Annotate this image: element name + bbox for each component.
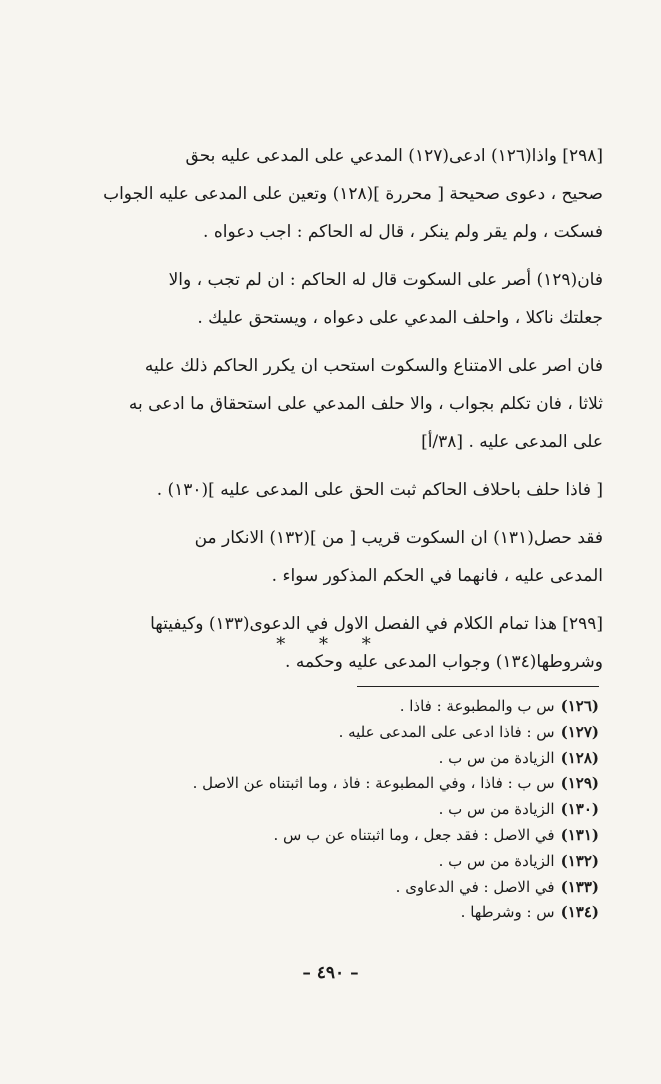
main-text — [48, 137, 603, 691]
footnote — [54, 849, 599, 875]
footnote-text: س : فاذا ادعى على المدعى عليه . — [338, 722, 555, 741]
footnote-number: (١٢٧) — [560, 722, 599, 741]
text-line: فان اصر على الامتناع والسكوت استحب ان يكرر الحاكم ذلك عليه — [144, 356, 603, 376]
footnote — [54, 823, 599, 849]
footnote — [54, 746, 599, 772]
text-line: فقد حصل(١٣١) ان السكوت قريب [ من ](١٣٢) الانكار من — [194, 528, 603, 548]
page-number: – ٤٩٠ – — [302, 963, 359, 983]
footnote-number: (١٣٣) — [560, 877, 599, 896]
footnote-text: س : وشرطها . — [460, 903, 555, 922]
footnotes — [54, 694, 599, 926]
paragraph-oath — [48, 471, 603, 509]
text-line: فسكت ، ولم يقر ولم ينكر ، قال له الحاكم : اجب دعواه . — [203, 222, 603, 242]
paragraph-refusal — [48, 347, 603, 461]
footnote-number: (١٢٩) — [560, 774, 599, 793]
footnote — [54, 771, 599, 797]
paragraph-persist — [48, 261, 603, 337]
footnote — [54, 900, 599, 926]
section-divider-stars: * * * — [276, 634, 385, 655]
paragraph-silence — [48, 519, 603, 595]
footnote-text: في الاصل : في الدعاوى . — [395, 877, 555, 896]
footnote-text: س ب : فاذا ، وفي المطبوعة : فاذ ، وما اثبتناه عن الاصل . — [192, 774, 555, 793]
text-line: جعلتك ناكلا ، واحلف المدعي على دعواه ، ويستحق عليك . — [197, 308, 603, 328]
footnote-text: الزيادة من س ب . — [438, 800, 555, 819]
footnote-text: الزيادة من س ب . — [438, 851, 555, 870]
text-line: [٢٩٩] هذا تمام الكلام في الفصل الاول في الدعوى(١٣٣) وكيفيتها — [150, 614, 603, 634]
footnote — [54, 875, 599, 901]
footnote-text: في الاصل : فقد جعل ، وما اثبتناه عن ب س . — [273, 825, 555, 844]
footnote-rule — [357, 686, 599, 687]
text-line: ثلاثا ، فان تكلم بجواب ، والا حلف المدعي على استحقاق ما ادعى به — [128, 394, 603, 414]
text-line: على المدعى عليه . [٣٨/أ] — [421, 432, 603, 452]
paragraph-298 — [48, 137, 603, 251]
text-line: [ فاذا حلف باحلاف الحاكم ثبت الحق على المدعى عليه ](١٣٠) . — [156, 480, 603, 500]
footnote-text: س ب والمطبوعة : فاذا . — [399, 697, 555, 715]
footnote-number: (١٣١) — [560, 825, 599, 844]
text-line: وشروطها(١٣٤) وجواب المدعى عليه وحكمه . — [285, 652, 603, 672]
footnote-text: الزيادة من س ب . — [438, 748, 555, 767]
footnote — [54, 720, 599, 746]
footnote — [54, 797, 599, 823]
footnote-number: (١٣٠) — [560, 800, 599, 819]
text-line: فان(١٢٩) أصر على السكوت قال له الحاكم : ان لم تجب ، والا — [168, 270, 603, 290]
footnote-number: (١٣٢) — [560, 851, 599, 870]
footnote — [54, 694, 599, 720]
footnote-number: (١٢٨) — [560, 748, 599, 767]
footnote-number: (١٢٦) — [560, 697, 599, 715]
text-line: [٢٩٨] واذا(١٢٦) ادعى(١٢٧) المدعي على المدعى عليه بحق — [185, 146, 603, 166]
text-line: المدعى عليه ، فانهما في الحكم المذكور سواء . — [271, 566, 603, 586]
text-line: صحيح ، دعوى صحيحة [ محررة ](١٢٨) وتعين على المدعى عليه الجواب — [103, 184, 603, 204]
footnote-number: (١٣٤) — [560, 903, 599, 922]
